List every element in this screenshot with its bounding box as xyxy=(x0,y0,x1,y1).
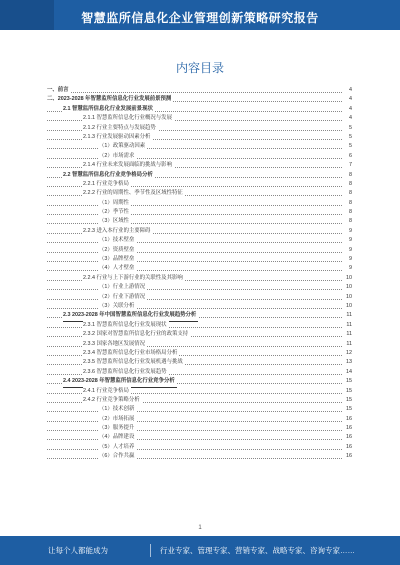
toc-entry-label: 2.2.3 进入本行业的主要障碍 xyxy=(83,227,152,236)
toc-entry-label: 2.4 2023-2028 年智慧监所信息化行业竞争分析 xyxy=(63,377,177,387)
toc-leader-dots xyxy=(47,92,342,93)
toc-entry[interactable] xyxy=(47,227,352,236)
toc-leader-dots xyxy=(47,252,342,253)
toc-entry[interactable] xyxy=(47,161,352,170)
toc-entry[interactable] xyxy=(47,124,352,133)
toc-entry-page: 13 xyxy=(344,358,352,367)
toc-entry-label: （3）关联分析 xyxy=(99,302,136,311)
toc-entry-page: 4 xyxy=(347,114,352,123)
toc-entry-label: 2.4.1 行业竞争格局 xyxy=(83,387,131,396)
toc-entry[interactable] xyxy=(47,95,352,104)
toc-entry-page: 16 xyxy=(344,424,352,433)
toc-entry-page: 8 xyxy=(347,171,352,180)
toc-entry-page: 15 xyxy=(344,387,352,396)
toc-entry-page: 4 xyxy=(347,86,352,95)
footer-divider xyxy=(150,544,151,557)
toc-entry-label: （2）行业下游情况 xyxy=(99,293,147,302)
toc-entry-page: 8 xyxy=(347,208,352,217)
toc-entry-label: 2.1.2 行业主要特点与发展趋势 xyxy=(83,124,158,133)
report-title: 智慧监所信息化企业管理创新策略研究报告 xyxy=(81,11,319,25)
toc-entry-page: 7 xyxy=(347,161,352,170)
toc-entry-page: 15 xyxy=(344,377,352,386)
toc-entry-page: 15 xyxy=(344,396,352,405)
toc-entry-label: （5）人才培养 xyxy=(99,443,136,452)
toc-entry[interactable] xyxy=(47,189,352,198)
toc-entry[interactable] xyxy=(47,293,352,302)
toc-entry[interactable] xyxy=(47,452,352,461)
toc-entry[interactable] xyxy=(47,340,352,349)
toc-entry[interactable] xyxy=(47,264,352,273)
toc-entry[interactable] xyxy=(47,330,352,339)
toc-entry-label: 二、2023-2028 年智慧监所信息化行业发展前景预测 xyxy=(47,95,173,104)
toc-leader-dots xyxy=(47,430,342,431)
toc-entry[interactable] xyxy=(47,311,352,320)
toc-leader-dots xyxy=(47,421,342,422)
toc-leader-dots xyxy=(47,289,342,290)
toc-entry[interactable] xyxy=(47,142,352,151)
toc-entry[interactable] xyxy=(47,321,352,330)
toc-leader-dots xyxy=(47,449,342,450)
toc-entry-label: （3）服务提升 xyxy=(99,424,136,433)
toc-leader-dots xyxy=(47,214,342,215)
toc-leader-dots xyxy=(47,223,342,224)
toc-entry[interactable] xyxy=(47,283,352,292)
toc-entry[interactable] xyxy=(47,246,352,255)
toc-entry-page: 16 xyxy=(344,433,352,442)
toc-entry-label: 2.2.1 行业竞争格局 xyxy=(83,180,131,189)
toc-entry-page: 10 xyxy=(344,293,352,302)
toc-entry[interactable] xyxy=(47,86,352,95)
toc-entry[interactable] xyxy=(47,377,352,386)
toc-entry[interactable] xyxy=(47,443,352,452)
toc-entry-label: （3）区域性 xyxy=(99,217,131,226)
toc-entry[interactable] xyxy=(47,415,352,424)
toc-entry-label: 2.3.6 智慧监所信息化行业发展趋势 xyxy=(83,368,169,377)
toc-entry-page: 10 xyxy=(344,274,352,283)
toc-entry-page: 16 xyxy=(344,443,352,452)
toc-leader-dots xyxy=(47,299,342,300)
toc-entry-page: 9 xyxy=(347,264,352,273)
toc-entry-label: 2.3.4 智慧监所信息化行业市场格局分析 xyxy=(83,349,179,358)
toc-entry-page: 8 xyxy=(347,199,352,208)
toc-leader-dots xyxy=(47,308,342,309)
toc-entry[interactable] xyxy=(47,433,352,442)
toc-entry-page: 15 xyxy=(344,405,352,414)
toc-entry-page: 10 xyxy=(344,283,352,292)
toc-entry-label: （6）合作共赢 xyxy=(99,452,136,461)
toc-entry-label: （4）人才壁垒 xyxy=(99,264,136,273)
toc-entry[interactable] xyxy=(47,208,352,217)
toc-entry[interactable] xyxy=(47,236,352,245)
toc-entry-page: 12 xyxy=(344,349,352,358)
toc-entry-page: 16 xyxy=(344,415,352,424)
toc-entry-page: 11 xyxy=(344,330,352,339)
toc-entry-page: 11 xyxy=(344,321,352,330)
toc-leader-dots xyxy=(47,439,342,440)
toc-heading: 内容目录 xyxy=(175,61,224,75)
toc-entry-page: 4 xyxy=(347,95,352,104)
toc-entry-label: （1）政策驱动因素 xyxy=(99,142,147,151)
toc-entry[interactable] xyxy=(47,358,352,367)
toc-entry-page: 10 xyxy=(344,302,352,311)
toc-leader-dots xyxy=(47,458,342,459)
toc-entry[interactable] xyxy=(47,396,352,405)
toc-entry-label: （1）周期性 xyxy=(99,199,131,208)
toc-entry-label: （2）市场拓展 xyxy=(99,415,136,424)
toc-entry[interactable] xyxy=(47,171,352,180)
toc-entry-label: 2.3.2 国家对智慧监所信息化行业的政策支持 xyxy=(83,330,190,339)
toc-leader-dots xyxy=(47,148,342,149)
toc-entry-label: 2.3.3 国家各地区发展情况 xyxy=(83,340,147,349)
toc-entry-page: 6 xyxy=(347,152,352,161)
toc-leader-dots xyxy=(47,411,342,412)
footer-slogan: 让每个人都能成为 xyxy=(48,546,108,555)
toc-leader-dots xyxy=(47,242,342,243)
toc-entry-label: 2.1.3 行业发展驱动因素分析 xyxy=(83,133,152,142)
toc-entry-page: 11 xyxy=(344,311,352,320)
toc-entry[interactable] xyxy=(47,424,352,433)
toc-entry-page: 5 xyxy=(347,133,352,142)
toc-entry-label: 2.3.5 智慧监所信息化行业发展机遇与挑战 xyxy=(83,358,185,367)
toc-leader-dots xyxy=(47,205,342,206)
toc-entry[interactable] xyxy=(47,255,352,264)
toc-entry-label: 2.2.2 行业的周期性、季节性及区域性特征 xyxy=(83,189,185,198)
table-of-contents xyxy=(47,86,352,462)
footer-roles: 行业专家、管理专家、营销专家、战略专家、咨询专家…… xyxy=(160,546,355,555)
toc-entry[interactable] xyxy=(47,133,352,142)
header-bar xyxy=(0,0,400,30)
toc-entry[interactable] xyxy=(47,105,352,114)
toc-entry-page: 9 xyxy=(347,227,352,236)
toc-entry-label: 2.2.4 行业与上下游行业的关联性及其影响 xyxy=(83,274,185,283)
toc-entry-page: 4 xyxy=(347,105,352,114)
toc-entry-page: 8 xyxy=(347,189,352,198)
toc-leader-dots xyxy=(47,270,342,271)
toc-entry-label: （3）品牌壁垒 xyxy=(99,255,136,264)
toc-entry-page: 8 xyxy=(347,217,352,226)
toc-entry[interactable] xyxy=(47,302,352,311)
toc-entry-label: （1）行业上游情况 xyxy=(99,283,147,292)
page-number: 1 xyxy=(198,525,202,531)
toc-entry-label: 2.1 智慧监所信息化行业发展前景现状 xyxy=(63,105,155,114)
toc-leader-dots xyxy=(47,158,342,159)
toc-entry-label: 一、前言 xyxy=(47,86,71,95)
toc-leader-dots xyxy=(47,261,342,262)
toc-entry-label: 2.3 2023-2028 年中国智慧监所信息化行业发展趋势分析 xyxy=(63,311,198,321)
toc-entry-page: 16 xyxy=(344,452,352,461)
toc-entry-label: （1）技术创新 xyxy=(99,405,136,414)
toc-entry[interactable] xyxy=(47,405,352,414)
toc-entry-label: 2.3.1 智慧监所信息化行业发展现状 xyxy=(83,321,169,330)
toc-entry[interactable] xyxy=(47,387,352,396)
toc-entry-page: 5 xyxy=(347,142,352,151)
footer-bar xyxy=(0,536,400,565)
toc-entry[interactable] xyxy=(47,217,352,226)
toc-entry-label: 2.4.2 行业竞争策略分析 xyxy=(83,396,142,405)
toc-entry-page: 8 xyxy=(347,180,352,189)
toc-entry-label: （2）季节性 xyxy=(99,208,131,217)
toc-entry-page: 11 xyxy=(344,340,352,349)
toc-entry-page: 9 xyxy=(347,246,352,255)
toc-entry-label: 2.2 智慧监所信息化行业竞争格局分析 xyxy=(63,171,155,180)
toc-entry-label: 2.1.4 行业未来发展面临的挑战与影响 xyxy=(83,161,174,170)
toc-entry-label: （2）市场需求 xyxy=(99,152,136,161)
toc-entry-label: 2.1.1 智慧监所信息化行业概况与发展 xyxy=(83,114,174,123)
toc-entry-page: 14 xyxy=(344,368,352,377)
toc-entry-page: 9 xyxy=(347,236,352,245)
toc-entry-page: 9 xyxy=(347,255,352,264)
toc-entry-label: （2）资质壁垒 xyxy=(99,246,136,255)
toc-entry-label: （4）品牌建设 xyxy=(99,433,136,442)
toc-entry[interactable] xyxy=(47,349,352,358)
toc-entry[interactable] xyxy=(47,114,352,123)
toc-entry[interactable] xyxy=(47,368,352,377)
toc-entry[interactable] xyxy=(47,274,352,283)
toc-entry[interactable] xyxy=(47,199,352,208)
toc-entry[interactable] xyxy=(47,152,352,161)
toc-entry-page: 5 xyxy=(347,124,352,133)
toc-entry-label: （1）技术壁垒 xyxy=(99,236,136,245)
toc-entry[interactable] xyxy=(47,180,352,189)
